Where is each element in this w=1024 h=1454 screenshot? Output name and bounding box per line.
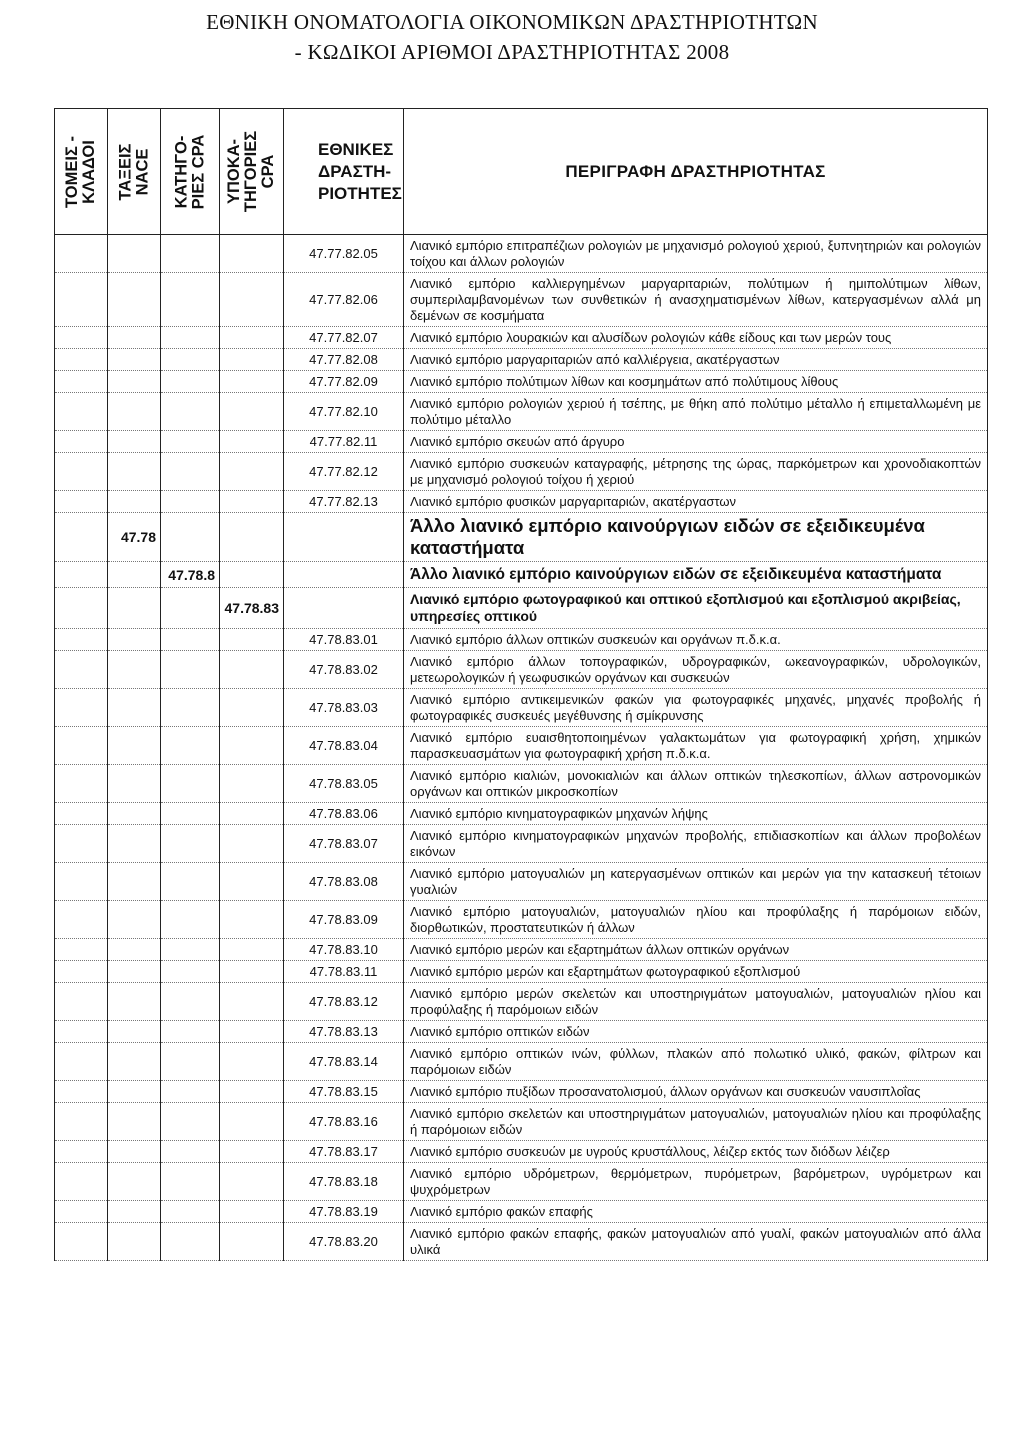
empty-cell: [220, 431, 284, 453]
activity-code: 47.78.83.08: [284, 863, 404, 901]
empty-cell: [108, 1103, 161, 1141]
empty-cell: [55, 901, 108, 939]
activity-code: 47.77.82.13: [284, 491, 404, 513]
table-row: [55, 349, 988, 371]
empty-cell: [108, 863, 161, 901]
activity-code: 47.77.82.11: [284, 431, 404, 453]
activity-code: 47.78.83.17: [284, 1141, 404, 1163]
empty-cell: [108, 961, 161, 983]
table-row: [55, 689, 988, 727]
table-row: [55, 1081, 988, 1103]
empty-cell: [161, 689, 220, 727]
activity-code: 47.78.83.12: [284, 983, 404, 1021]
empty-cell: [108, 491, 161, 513]
table-row: [55, 1223, 988, 1261]
category-row: [55, 562, 988, 588]
table-row: [55, 939, 988, 961]
empty-cell: [220, 327, 284, 349]
empty-cell: [161, 235, 220, 273]
empty-cell: [220, 651, 284, 689]
table-row: [55, 825, 988, 863]
activity-code: 47.78.83.13: [284, 1021, 404, 1043]
activity-code: 47.78.83.05: [284, 765, 404, 803]
empty-cell: [161, 273, 220, 327]
activity-code: 47.78.83.11: [284, 961, 404, 983]
activity-description: Λιανικό εμπόριο ρολογιών χεριού ή τσέπης, με θήκη από πολύτιμο μέταλλο ή επιμεταλλωμένη με πολύτιμο μέταλλο: [404, 393, 988, 431]
empty-cell: [55, 629, 108, 651]
empty-cell: [55, 961, 108, 983]
activity-description: Λιανικό εμπόριο φακών επαφής, φακών ματογυαλιών από γυαλί, φακών ματογυαλιών από άλλα υλικά: [404, 1223, 988, 1261]
empty-cell: [220, 349, 284, 371]
empty-cell: [161, 803, 220, 825]
empty-cell: [108, 235, 161, 273]
empty-cell: [161, 901, 220, 939]
table-row: [55, 727, 988, 765]
activity-description: Λιανικό εμπόριο αντικειμενικών φακών για φωτογραφικές μηχανές, μηχανές προβολής ή φωτογραφικές συσκευές μεγέθυνσης ή σμίκρυνσης: [404, 689, 988, 727]
activity-code: 47.77.82.08: [284, 349, 404, 371]
empty-cell: [108, 939, 161, 961]
table-row: [55, 901, 988, 939]
document-subtitle: - ΚΩΔΙΚΟΙ ΑΡΙΘΜΟΙ ΔΡΑΣΤΗΡΙΟΤΗΤΑΣ 2008: [294, 40, 730, 64]
empty-cell: [161, 1163, 220, 1201]
table-row: [55, 983, 988, 1021]
empty-cell: [161, 431, 220, 453]
category-description: Άλλο λιανικό εμπόριο καινούργιων ειδών σε εξειδικευμένα καταστήματα: [404, 562, 988, 588]
empty-cell: [220, 1043, 284, 1081]
empty-cell: [220, 901, 284, 939]
activity-description: Λιανικό εμπόριο πυξίδων προσανατολισμού, άλλων οργάνων και συσκευών ναυσιπλοΐας: [404, 1081, 988, 1103]
activity-code: 47.77.82.05: [284, 235, 404, 273]
document-title: ΕΘΝΙΚΗ ΟΝΟΜΑΤΟΛΟΓΙΑ ΟΙΚΟΝΟΜΙΚΩΝ ΔΡΑΣΤΗΡΙΟΤΗΤΩΝ: [206, 10, 818, 34]
activity-description: Λιανικό εμπόριο οπτικών ινών, φύλλων, πλακών από πολωτικό υλικό, φακών, φίλτρων και παρόμοιων ειδών: [404, 1043, 988, 1081]
empty-cell: [220, 1103, 284, 1141]
activity-code: 47.78.83.20: [284, 1223, 404, 1261]
empty-cell: [161, 983, 220, 1021]
subcategory-row: [55, 588, 988, 629]
empty-cell: [55, 1163, 108, 1201]
empty-cell: [220, 393, 284, 431]
empty-cell: [55, 327, 108, 349]
empty-cell: [220, 1081, 284, 1103]
empty-cell: [55, 1223, 108, 1261]
activity-description: Λιανικό εμπόριο μερών και εξαρτημάτων άλλων οπτικών οργάνων: [404, 939, 988, 961]
empty-cell: [108, 1043, 161, 1081]
empty-cell: [108, 371, 161, 393]
empty-cell: [108, 273, 161, 327]
header-cpa-subcategories: ΥΠΟΚΑ- ΤΗΓΟΡΙΕΣ CPA: [220, 109, 284, 235]
activity-description: Λιανικό εμπόριο άλλων τοπογραφικών, υδρογραφικών, ωκεανογραφικών, υδρολογικών, μετεωρολογικών ή γεωφυσικών οργάνων και συσκευών: [404, 651, 988, 689]
activity-description: Λιανικό εμπόριο ευαισθητοποιημένων γαλακτωμάτων για φωτογραφική χρήση, χημικών παρασκευασμάτων για φωτογραφική χρήση π.δ.κ.α.: [404, 727, 988, 765]
activity-code: 47.78.83.04: [284, 727, 404, 765]
empty-cell: [161, 1223, 220, 1261]
empty-cell: [55, 491, 108, 513]
empty-cell: [108, 431, 161, 453]
empty-cell: [220, 273, 284, 327]
empty-cell: [220, 235, 284, 273]
empty-cell: [108, 1021, 161, 1043]
table-row: [55, 327, 988, 349]
empty-cell: [220, 371, 284, 393]
empty-cell: [161, 1021, 220, 1043]
empty-cell: [161, 1141, 220, 1163]
empty-cell: [220, 825, 284, 863]
empty-cell: [55, 431, 108, 453]
empty-cell: [161, 651, 220, 689]
empty-cell: [108, 765, 161, 803]
activity-code: 47.78.83.10: [284, 939, 404, 961]
empty-cell: [161, 629, 220, 651]
class-row: [55, 513, 988, 562]
empty-cell: [161, 863, 220, 901]
activity-code: 47.78.83.09: [284, 901, 404, 939]
subcategory-description: Λιανικό εμπόριο φωτογραφικού και οπτικού εξοπλισμού και εξοπλισμού ακριβείας, υπηρεσίες οπτικού: [404, 588, 988, 629]
activity-code: 47.78.83.15: [284, 1081, 404, 1103]
activity-code: 47.78.83.18: [284, 1163, 404, 1201]
table-row: [55, 491, 988, 513]
empty-cell: [220, 939, 284, 961]
empty-cell: [55, 273, 108, 327]
empty-cell: [108, 651, 161, 689]
table-row: [55, 1043, 988, 1081]
activity-description: Λιανικό εμπόριο μαργαριταριών από καλλιέργεια, ακατέργαστων: [404, 349, 988, 371]
empty-cell: [108, 393, 161, 431]
table-row: [55, 453, 988, 491]
empty-cell: [220, 1141, 284, 1163]
activity-description: Λιανικό εμπόριο λουρακιών και αλυσίδων ρολογιών κάθε είδους και των μερών τους: [404, 327, 988, 349]
activity-code: 47.77.82.10: [284, 393, 404, 431]
table-row: [55, 803, 988, 825]
empty-cell: [161, 393, 220, 431]
activity-description: Λιανικό εμπόριο ματογυαλιών μη κατεργασμένων οπτικών και μερών για την κατασκευή τέτοιων γυαλιών: [404, 863, 988, 901]
empty-cell: [108, 349, 161, 371]
table-row: [55, 1163, 988, 1201]
empty-cell: [161, 1081, 220, 1103]
table-row: [55, 235, 988, 273]
activity-description: Λιανικό εμπόριο υδρόμετρων, θερμόμετρων, πυρόμετρων, βαρόμετρων, υγρόμετρων και ψυχρόμετρων: [404, 1163, 988, 1201]
class-code: 47.78: [108, 513, 161, 562]
empty-cell: [108, 983, 161, 1021]
empty-cell: [220, 1223, 284, 1261]
header-national-activities: ΕΘΝΙΚΕΣ ΔΡΑΣΤΗ- ΡΙΟΤΗΤΕΣ: [284, 109, 404, 235]
empty-cell: [108, 825, 161, 863]
empty-cell: [220, 689, 284, 727]
empty-cell: [55, 371, 108, 393]
empty-cell: [55, 235, 108, 273]
empty-cell: [161, 825, 220, 863]
subcategory-code: 47.78.83: [220, 588, 284, 629]
empty-cell: [220, 491, 284, 513]
empty-cell: [161, 349, 220, 371]
empty-cell: [161, 371, 220, 393]
activity-description: Λιανικό εμπόριο συσκευών καταγραφής, μέτρησης της ώρας, παρκόμετρων και χρονοδιακοπτών με μηχανισμό ρολογιού τοίχου ή χεριού: [404, 453, 988, 491]
empty-cell: [55, 1043, 108, 1081]
table-row: [55, 393, 988, 431]
activity-description: Λιανικό εμπόριο συσκευών με υγρούς κρυστάλλους, λέιζερ εκτός των διόδων λέιζερ: [404, 1141, 988, 1163]
empty-cell: [220, 803, 284, 825]
empty-cell: [108, 803, 161, 825]
empty-cell: [55, 983, 108, 1021]
empty-cell: [55, 689, 108, 727]
empty-cell: [55, 1201, 108, 1223]
activity-code: 47.77.82.12: [284, 453, 404, 491]
empty-cell: [55, 1081, 108, 1103]
activity-code: 47.77.82.07: [284, 327, 404, 349]
activity-description: Λιανικό εμπόριο μερών σκελετών και υποστηριγμάτων ματογυαλιών, ματογυαλιών ηλίου και προφύλαξης ή παρόμοιων ειδών: [404, 983, 988, 1021]
activity-code: 47.78.83.06: [284, 803, 404, 825]
activity-description: Λιανικό εμπόριο καλλιεργημένων μαργαριταριών, πολύτιμων ή ημιπολύτιμων λίθων, συμπεριλαμβανομένων των συνθετικών ή ανασχηματισμένων λίθων, κατεργασμένων αλλά μη δεμένων σε κοσμήματα: [404, 273, 988, 327]
activity-description: Λιανικό εμπόριο πολύτιμων λίθων και κοσμημάτων από πολύτιμους λίθους: [404, 371, 988, 393]
empty-cell: [108, 327, 161, 349]
activity-description: Λιανικό εμπόριο οπτικών ειδών: [404, 1021, 988, 1043]
empty-cell: [220, 961, 284, 983]
activity-description: Λιανικό εμπόριο κινηματογραφικών μηχανών προβολής, επιδιασκοπίων και άλλων προβολέων εικόνων: [404, 825, 988, 863]
empty-cell: [220, 1163, 284, 1201]
header-cpa-categories: ΚΑΤΗΓΟ- ΡΙΕΣ CPA: [161, 109, 220, 235]
empty-cell: [55, 825, 108, 863]
empty-cell: [161, 1043, 220, 1081]
empty-cell: [55, 727, 108, 765]
activity-code: 47.78.83.07: [284, 825, 404, 863]
activity-code: 47.77.82.06: [284, 273, 404, 327]
activity-description: Λιανικό εμπόριο άλλων οπτικών συσκευών και οργάνων π.δ.κ.α.: [404, 629, 988, 651]
table-row: [55, 1103, 988, 1141]
table-row: [55, 1021, 988, 1043]
empty-cell: [55, 803, 108, 825]
activity-code: 47.78.83.19: [284, 1201, 404, 1223]
activity-description: Λιανικό εμπόριο σκευών από άργυρο: [404, 431, 988, 453]
empty-cell: [55, 651, 108, 689]
header-sectors: ΤΟΜΕΙΣ - ΚΛΑΔΟΙ: [55, 109, 108, 235]
empty-cell: [220, 765, 284, 803]
empty-cell: [161, 327, 220, 349]
activity-code: 47.78.83.02: [284, 651, 404, 689]
empty-cell: [55, 393, 108, 431]
empty-cell: [161, 727, 220, 765]
table-row: [55, 863, 988, 901]
activity-description: Λιανικό εμπόριο κινηματογραφικών μηχανών λήψης: [404, 803, 988, 825]
table-row: [55, 629, 988, 651]
empty-cell: [108, 1163, 161, 1201]
activity-code: 47.78.83.03: [284, 689, 404, 727]
empty-cell: [108, 1141, 161, 1163]
empty-cell: [161, 1201, 220, 1223]
empty-cell: [55, 863, 108, 901]
activity-description: Λιανικό εμπόριο επιτραπέζιων ρολογιών με μηχανισμό ρολογιού χεριού, ξυπνητηριών και ρολογιών τοίχου και άλλων ρολογιών: [404, 235, 988, 273]
activity-description: Λιανικό εμπόριο κιαλιών, μονοκιαλιών και άλλων οπτικών τηλεσκοπίων, άλλων αστρονομικών οργάνων και οπτικών μικροσκοπίων: [404, 765, 988, 803]
empty-cell: [220, 727, 284, 765]
empty-cell: [161, 1103, 220, 1141]
header-nace-classes: ΤΑΞΕΙΣ NACE: [108, 109, 161, 235]
empty-cell: [161, 453, 220, 491]
category-code: 47.78.8: [161, 562, 220, 588]
empty-cell: [161, 939, 220, 961]
empty-cell: [108, 1223, 161, 1261]
table-row: [55, 765, 988, 803]
empty-cell: [108, 901, 161, 939]
table-row: [55, 431, 988, 453]
empty-cell: [220, 453, 284, 491]
empty-cell: [108, 453, 161, 491]
empty-cell: [108, 1201, 161, 1223]
empty-cell: [161, 491, 220, 513]
empty-cell: [220, 983, 284, 1021]
table-row: [55, 1141, 988, 1163]
activity-description: Λιανικό εμπόριο ματογυαλιών, ματογυαλιών ηλίου και προφύλαξης ή παρόμοιων ειδών, διορθωτικών, προστατευτικών ή άλλων: [404, 901, 988, 939]
activity-codes-table: [54, 108, 988, 1261]
empty-cell: [161, 765, 220, 803]
empty-cell: [108, 689, 161, 727]
empty-cell: [55, 349, 108, 371]
empty-cell: [55, 1141, 108, 1163]
header-activity-description: ΠΕΡΙΓΡΑΦΗ ΔΡΑΣΤΗΡΙΟΤΗΤΑΣ: [404, 109, 988, 235]
empty-cell: [108, 1081, 161, 1103]
table-row: [55, 371, 988, 393]
empty-cell: [55, 453, 108, 491]
table-row: [55, 961, 988, 983]
table-row: [55, 651, 988, 689]
activity-description: Λιανικό εμπόριο σκελετών και υποστηριγμάτων ματογυαλιών, ματογυαλιών ηλίου και προφύλαξης ή παρόμοιων ειδών: [404, 1103, 988, 1141]
table-row: [55, 1201, 988, 1223]
activity-code: 47.77.82.09: [284, 371, 404, 393]
empty-cell: [55, 765, 108, 803]
empty-cell: [220, 863, 284, 901]
empty-cell: [55, 1021, 108, 1043]
empty-cell: [220, 629, 284, 651]
empty-cell: [55, 1103, 108, 1141]
empty-cell: [108, 629, 161, 651]
empty-cell: [220, 1201, 284, 1223]
table-row: [55, 273, 988, 327]
activity-description: Λιανικό εμπόριο φακών επαφής: [404, 1201, 988, 1223]
activity-code: 47.78.83.01: [284, 629, 404, 651]
table-header-row: [55, 109, 988, 235]
empty-cell: [161, 961, 220, 983]
empty-cell: [220, 1021, 284, 1043]
empty-cell: [55, 939, 108, 961]
activity-code: 47.78.83.14: [284, 1043, 404, 1081]
activity-description: Λιανικό εμπόριο μερών και εξαρτημάτων φωτογραφικού εξοπλισμού: [404, 961, 988, 983]
activity-description: Λιανικό εμπόριο φυσικών μαργαριταριών, ακατέργαστων: [404, 491, 988, 513]
activity-code: 47.78.83.16: [284, 1103, 404, 1141]
empty-cell: [108, 727, 161, 765]
class-description: Άλλο λιανικό εμπόριο καινούργιων ειδών σε εξειδικευμένα καταστήματα: [404, 513, 988, 562]
